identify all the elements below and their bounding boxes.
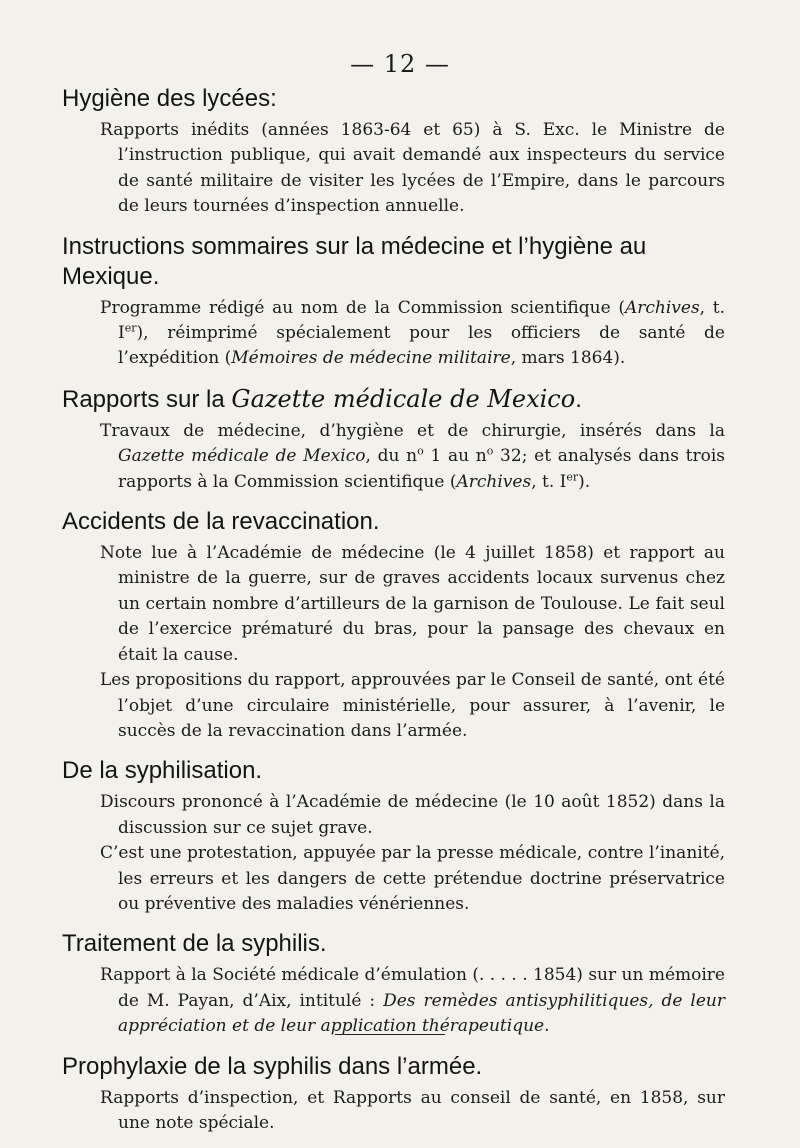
section-heading: De la syphilisation. <box>62 757 263 785</box>
section-paragraph: Rapports inédits (années 1863-64 et 65) à S. Exc. le Ministre de l’instruction publique, qui avait demandé aux inspecteurs du service de santé militaire de visiter les lycées de l’Empire, dans le parcours de leurs tournées d’inspection annuelle. <box>100 120 725 217</box>
section-paragraph: Discours prononcé à l’Académie de médecine (le 10 août 1852) dans la discussion sur ce sujet grave. <box>100 792 725 838</box>
section-instructions-mexique <box>60 232 725 372</box>
section-revaccination <box>60 507 725 744</box>
section-paragraph: C’est une protestation, appuyée par la presse médicale, contre l’inanité, les erreurs et les dangers de cette prétendue doctrine préservatrice ou préventive des maladies vénériennes. <box>100 843 725 914</box>
section-hygiene-lycees <box>60 84 725 220</box>
section-heading: Accidents de la revaccination. <box>62 508 380 536</box>
section-heading: Prophylaxie de la syphilis dans l’armée. <box>62 1052 483 1080</box>
section-paragraph: Rapport à la Société médicale d’émulation (. . . . . 1854) sur un mémoire de M. Payan, d’Aix, intitulé : Des remèdes antisyphilitiques, de leur appréciation et de leur application thérapeutique. <box>100 965 725 1037</box>
section-paragraph: Note lue à l’Académie de médecine (le 4 juillet 1858) et rapport au ministre de la guerre, sur de graves accidents locaux survenus chez un certain nombre d’artilleurs de la garnison de Toulouse. Le fait seul de l’exercice prématuré du bras, pour la pansage des chevaux en était la cause. <box>100 543 725 665</box>
section-heading: Instructions sommaires sur la médecine et l’hygiène au Mexique. <box>62 232 647 290</box>
section-heading: Rapports sur la Gazette médicale de Mexico. <box>62 384 582 413</box>
section-paragraph: Travaux de médecine, d’hygiène et de chirurgie, insérés dans la Gazette médicale de Mexico, du $n^o$ 1 au $n^o$ 32; et analysés dans trois rapports à la Commission scientifique (Archives, t. Ier). <box>100 420 725 492</box>
section-prophylaxie-syphilis <box>60 1052 725 1137</box>
section-traitement-syphilis <box>60 929 725 1039</box>
section-heading: Hygiène des lycées: <box>62 85 277 112</box>
section-paragraph: Rapports d’inspection, et Rapports au conseil de santé, en 1858, sur une note spéciale. <box>100 1087 725 1133</box>
page-number: — 12 — <box>350 50 450 78</box>
closing-rule <box>335 1034 445 1035</box>
section-paragraph: Programme rédigé au nom de la Commission scientifique (Archives, t. Ier), réimprimé spécialement pour les officiers de santé de l’expédition (Mémoires de médecine militaire, mars 1864). <box>100 297 726 369</box>
section-rapports-gazette <box>60 384 725 495</box>
page-content <box>60 84 725 1148</box>
section-heading: Traitement de la syphilis. <box>62 930 327 958</box>
section-paragraph: Les propositions du rapport, approuvées par le Conseil de santé, ont été l’objet d’une circulaire ministérielle, pour assurer, à l’avenir, le succès de la revaccination dans l’armée. <box>100 670 725 741</box>
section-syphilisation <box>60 756 725 917</box>
